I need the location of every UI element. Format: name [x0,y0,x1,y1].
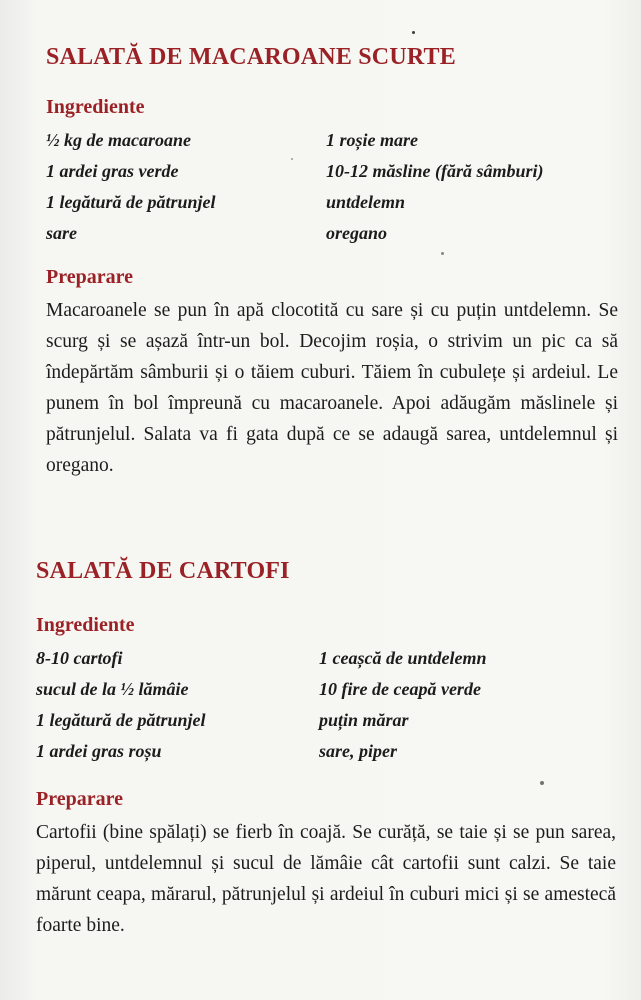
ingredient-item: 10 fire de ceapă verde [319,679,481,699]
ingredients-list [36,643,618,767]
ingredient-item: 10-12 măsline (fără sâmburi) [326,161,544,181]
ingredients-heading: Ingrediente [46,96,145,118]
ingredients-column-left [46,125,326,249]
ingredients-column-left [36,643,319,767]
ingredient-item: 1 ardei gras roșu [36,741,162,761]
ingredient-item: 1 ardei gras verde [46,161,179,181]
ingredient-item: puțin mărar [319,710,409,730]
preparation-heading: Preparare [46,266,134,288]
ingredient-item: sare [46,223,77,243]
preparation-text: Cartofii (bine spălați) se fierb în coajă. Se curăță, se taie și se pun sarea, piperul, untdelemnul și sucul de lămâie cât cartofii sunt calzi. Se taie mărunt ceapa, mărarul, pătrunjelul și ardeiul în cuburi mici și se amestecă foarte bine. [36,822,616,936]
recipe-potato-salad [36,558,618,941]
ingredient-item: 8-10 cartofi [36,648,123,668]
paper-speck [540,781,544,785]
preparation-heading: Preparare [36,788,124,810]
preparation-text: Macaroanele se pun în apă clocotită cu sare și cu puțin untdelemn. Se scurg și se așază într-un bol. Decojim roșia, o strivim un pic ca să îndepărtăm sâmburii și o tăiem cuburi. Tăiem în cubulețe și ardeiul. Le punem în bol împreună cu macaroanele. Apoi adăugăm măslinele și pătrunjelul. Salata va fi gata după ce se adaugă sarea, untdelemnul și oregano. [46,300,618,476]
recipe-title: SALATĂ DE CARTOFI [36,558,290,584]
recipe-macaroni-salad [46,44,616,481]
paper-speck [412,31,415,34]
ingredient-item: sare, piper [319,741,397,761]
ingredient-item: 1 roșie mare [326,130,418,150]
ingredients-list [46,125,616,249]
ingredients-column-right [319,643,486,767]
ingredient-item: untdelemn [326,192,406,212]
recipe-title: SALATĂ DE MACAROANE SCURTE [46,44,456,70]
ingredient-item: ½ kg de macaroane [46,130,191,150]
ingredient-item: oregano [326,223,388,243]
ingredient-item: sucul de la ½ lămâie [36,679,189,699]
ingredient-item: 1 legătură de pătrunjel [46,192,216,212]
ingredients-column-right [326,125,544,249]
ingredient-item: 1 legătură de pătrunjel [36,710,206,730]
ingredient-item: 1 ceașcă de untdelemn [319,648,487,668]
ingredients-heading: Ingrediente [36,614,135,636]
paper-speck [291,158,293,160]
paper-speck [441,252,444,255]
